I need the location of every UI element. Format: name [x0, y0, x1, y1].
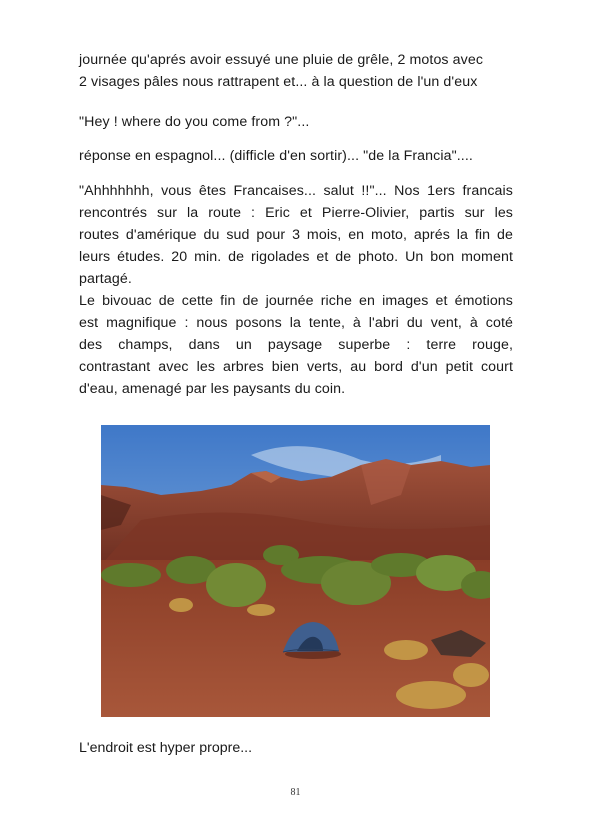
paragraph-bivouac	[79, 290, 513, 400]
campsite-photo	[101, 425, 490, 717]
text-line: routes d'amérique du sud pour 3 mois, en moto, aprés la fin de	[79, 227, 513, 243]
text-line: partagé.	[79, 271, 132, 287]
text-line: journée qu'aprés avoir essuyé une pluie de grêle, 2 motos avec	[79, 52, 484, 68]
photo-caption: L'endroit est hyper propre...	[79, 740, 253, 756]
text-line: leurs études. 20 min. de rigolades et de photo. Un bon moment	[79, 249, 513, 265]
paragraph-question	[79, 111, 513, 133]
text-line: rencontrés sur la route : Eric et Pierre-Olivier, partis sur les	[79, 205, 513, 221]
text-line: Le bivouac de cette fin de journée riche en images et émotions	[79, 293, 513, 309]
landscape-illustration	[101, 425, 490, 717]
text-line: d'eau, amenagé par les paysants du coin.	[79, 381, 346, 397]
text-line: 2 visages pâles nous rattrapent et... à la question de l'un d'eux	[79, 74, 478, 90]
text-line: est magnifique : nous posons la tente, à l'abri du vent, à coté	[79, 315, 513, 331]
text-line: des champs, dans un paysage superbe : terre rouge,	[79, 337, 513, 353]
text-line: contrastant avec les arbres bien verts, au bord d'un petit court	[79, 359, 513, 375]
text-line: "Ahhhhhhh, vous êtes Francaises... salut !!"... Nos 1ers francais	[79, 183, 513, 199]
paragraph-reponse	[79, 145, 513, 167]
text-line: "Hey ! where do you come from ?"...	[79, 114, 310, 130]
paragraph-francais	[79, 180, 513, 290]
page-number: 81	[290, 787, 301, 798]
paragraph-motos	[79, 49, 513, 93]
text-line: réponse en espagnol... (difficle d'en sortir)... "de la Francia"....	[79, 148, 473, 164]
